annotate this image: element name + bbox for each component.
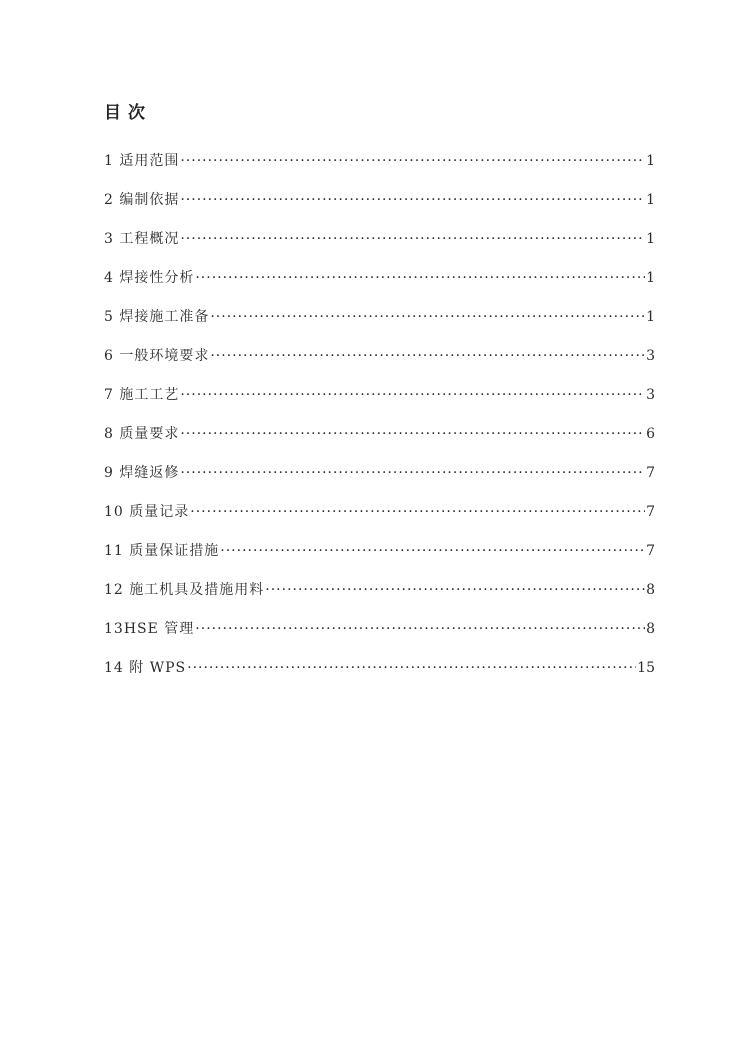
toc-leader-dots [180,465,645,481]
toc-leader-dots [220,543,645,559]
toc-leader-dots [187,660,636,676]
toc-entry [104,150,655,168]
toc-entry-label: 7 施工工艺 [104,387,180,403]
toc-entry-label: 2 编制依据 [104,192,180,208]
toc-entry-page: 8 [646,582,655,598]
toc-entry-page: 8 [646,621,655,637]
toc-leader-dots [210,309,645,325]
toc-entry [104,540,655,558]
toc-entry-label: 5 焊接施工准备 [104,309,210,325]
toc-leader-dots [180,426,645,442]
toc-leader-dots [210,348,645,364]
toc-entry-page: 7 [646,504,655,520]
toc-entry [104,423,655,441]
toc-entry-label: 11 质量保证措施 [104,543,220,559]
toc-entry [104,501,655,519]
toc-entry-label: 6 一般环境要求 [104,348,210,364]
toc-leader-dots [265,582,645,598]
toc-entry-page: 1 [646,231,655,247]
toc-entry-page: 1 [646,192,655,208]
toc-leader-dots [195,621,645,637]
toc-entry-page: 1 [646,270,655,286]
toc-entry-label: 4 焊接性分析 [104,270,195,286]
toc-entry-label: 12 施工机具及措施用料 [104,582,265,598]
toc-entry-page: 6 [646,426,655,442]
toc-title: 目次 [104,103,152,123]
toc-entry-page: 7 [646,465,655,481]
toc-entry [104,618,655,636]
toc-entry-page: 15 [637,660,655,676]
toc-entry [104,306,655,324]
toc-entry [104,657,655,675]
toc-list [104,150,655,675]
toc-entry-page: 1 [646,153,655,169]
toc-entry-page: 3 [646,348,655,364]
toc-leader-dots [190,504,645,520]
toc-entry-label: 9 焊缝返修 [104,465,180,481]
toc-entry-label: 14 附 WPS [104,660,187,676]
toc-entry-label: 3 工程概况 [104,231,180,247]
toc-entry [104,228,655,246]
toc-entry-label: 8 质量要求 [104,426,180,442]
toc-entry [104,579,655,597]
toc-entry [104,189,655,207]
toc-entry [104,462,655,480]
toc-entry-page: 7 [646,543,655,559]
toc-entry [104,384,655,402]
toc-entry-page: 1 [646,309,655,325]
toc-entry-label: 10 质量记录 [104,504,190,520]
toc-leader-dots [180,387,645,403]
toc-entry-page: 3 [646,387,655,403]
toc-leader-dots [180,231,645,247]
toc-entry [104,267,655,285]
toc-leader-dots [180,153,645,169]
toc-section [104,98,655,696]
toc-leader-dots [180,192,645,208]
toc-entry-label: 1 适用范围 [104,153,180,169]
toc-entry [104,345,655,363]
toc-leader-dots [195,270,645,286]
toc-entry-label: 13HSE 管理 [104,621,195,637]
